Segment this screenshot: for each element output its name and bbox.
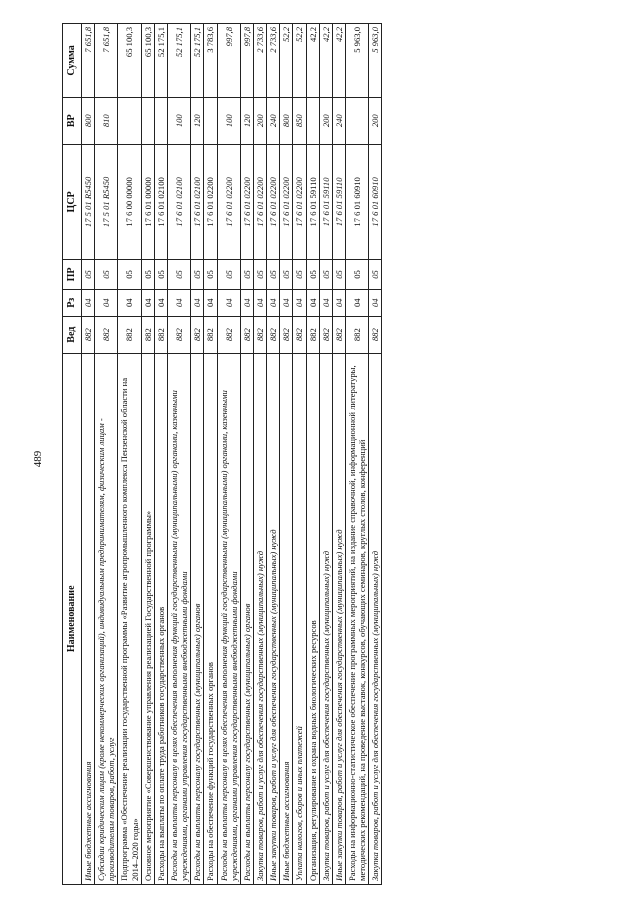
cell-csr: 17 6 01 02100: [154, 144, 167, 260]
cell-rz: 04: [319, 289, 332, 316]
cell-ved: 882: [141, 316, 154, 353]
cell-pr: 05: [332, 260, 345, 290]
cell-ved: 882: [204, 316, 217, 353]
cell-pr: 05: [280, 260, 293, 290]
cell-vr: 810: [95, 97, 118, 144]
cell-vr: 200: [253, 97, 266, 144]
cell-name: Иные закупки товаров, работ и услуг для обеспечения государственных (муниципальных) нужд: [267, 353, 280, 884]
cell-ved: 882: [345, 316, 368, 353]
cell-name: Расходы на выплаты персоналу в целях обеспечения выполнения функций государственными (муниципальными) органами, казенными учреждениями, органами управления государственными внебюджетными фондами: [217, 353, 240, 884]
cell-vr: 100: [167, 97, 190, 144]
cell-rz: 04: [280, 289, 293, 316]
cell-csr: 17 6 01 02200: [280, 144, 293, 260]
cell-name: Подпрограмма «Обеспечение реализации государственной программы «Развитие агропромышленного комплекса Пензенской области на 2014–2020 годы»: [118, 353, 141, 884]
cell-vr: 120: [191, 97, 204, 144]
cell-csr: 17 6 01 02200: [217, 144, 240, 260]
cell-rz: 04: [306, 289, 319, 316]
cell-pr: 05: [191, 260, 204, 290]
cell-vr: 240: [267, 97, 280, 144]
cell-pr: 05: [345, 260, 368, 290]
cell-csr: 17 6 01 60910: [369, 144, 382, 260]
cell-sum: 7 651,8: [95, 24, 118, 98]
cell-rz: 04: [369, 289, 382, 316]
cell-ved: 882: [240, 316, 253, 353]
cell-rz: 04: [267, 289, 280, 316]
cell-ved: 882: [95, 316, 118, 353]
cell-csr: 17 6 01 02100: [191, 144, 204, 260]
cell-pr: 05: [154, 260, 167, 290]
cell-name: Иные бюджетные ассигнования: [280, 353, 293, 884]
cell-name: Субсидии юридическим лицам (кроме некоммерческих организаций), индивидуальным предпринимателям, физическим лицам - производителям товаров, работ, услуг: [95, 353, 118, 884]
header-vr: ВР: [63, 97, 82, 144]
table-row: [240, 24, 253, 885]
budget-table: [62, 23, 382, 885]
cell-rz: 04: [240, 289, 253, 316]
cell-rz: 04: [217, 289, 240, 316]
table-row: [82, 24, 95, 885]
cell-csr: 17 6 01 59110: [319, 144, 332, 260]
cell-name: Уплата налогов, сборов и иных платежей: [293, 353, 306, 884]
cell-ved: 882: [332, 316, 345, 353]
header-ved: Вед: [63, 316, 82, 353]
table-row: [167, 24, 190, 885]
cell-pr: 05: [95, 260, 118, 290]
cell-ved: 882: [82, 316, 95, 353]
cell-rz: 04: [204, 289, 217, 316]
cell-sum: 2 733,6: [253, 24, 266, 98]
cell-pr: 05: [293, 260, 306, 290]
cell-pr: 05: [253, 260, 266, 290]
cell-ved: 882: [191, 316, 204, 353]
cell-vr: 240: [332, 97, 345, 144]
cell-ved: 882: [280, 316, 293, 353]
cell-sum: 52,2: [293, 24, 306, 98]
cell-pr: 05: [319, 260, 332, 290]
table-row: [267, 24, 280, 885]
cell-pr: 05: [240, 260, 253, 290]
cell-vr: [118, 97, 141, 144]
cell-ved: 882: [306, 316, 319, 353]
cell-sum: 52,2: [280, 24, 293, 98]
cell-vr: [345, 97, 368, 144]
table-row: [154, 24, 167, 885]
cell-sum: 997,8: [217, 24, 240, 98]
table-row: [319, 24, 332, 885]
cell-name: Закупка товаров, работ и услуг для обеспечения государственных (муниципальных) нужд: [319, 353, 332, 884]
cell-rz: 04: [95, 289, 118, 316]
cell-vr: 200: [319, 97, 332, 144]
budget-table-sheet: [62, 23, 584, 885]
cell-rz: 04: [332, 289, 345, 316]
cell-sum: 52 175,1: [167, 24, 190, 98]
cell-ved: 882: [217, 316, 240, 353]
header-sum: Сумма: [63, 24, 82, 98]
cell-rz: 04: [293, 289, 306, 316]
cell-pr: 05: [267, 260, 280, 290]
cell-ved: 882: [154, 316, 167, 353]
cell-ved: 882: [167, 316, 190, 353]
cell-rz: 04: [118, 289, 141, 316]
table-row: [118, 24, 141, 885]
cell-rz: 04: [253, 289, 266, 316]
cell-name: Иные бюджетные ассигнования: [82, 353, 95, 884]
cell-vr: 800: [82, 97, 95, 144]
cell-name: Расходы на обеспечение функций государственных органов: [204, 353, 217, 884]
cell-rz: 04: [167, 289, 190, 316]
cell-vr: [154, 97, 167, 144]
cell-ved: 882: [369, 316, 382, 353]
header-name: Наименование: [63, 353, 82, 884]
cell-pr: 05: [82, 260, 95, 290]
cell-csr: 17 6 01 59110: [332, 144, 345, 260]
header-pr: ПР: [63, 260, 82, 290]
table-row: [95, 24, 118, 885]
cell-csr: 17 6 01 60910: [345, 144, 368, 260]
table-row: [306, 24, 319, 885]
cell-name: Расходы на выплаты персоналу государственных (муниципальных) органов: [240, 353, 253, 884]
cell-sum: 52 175,1: [154, 24, 167, 98]
cell-sum: 7 651,8: [82, 24, 95, 98]
cell-name: Расходы на выплаты по оплате труда работников государственных органов: [154, 353, 167, 884]
cell-sum: 5 963,0: [345, 24, 368, 98]
cell-name: Закупка товаров, работ и услуг для обеспечения государственных (муниципальных) нужд: [253, 353, 266, 884]
cell-vr: 850: [293, 97, 306, 144]
cell-rz: 04: [345, 289, 368, 316]
cell-rz: 04: [154, 289, 167, 316]
cell-rz: 04: [141, 289, 154, 316]
header-rz: Рз: [63, 289, 82, 316]
table-row: [345, 24, 368, 885]
cell-ved: 882: [319, 316, 332, 353]
table-body: [82, 24, 382, 885]
cell-sum: 52 175,1: [191, 24, 204, 98]
cell-vr: [204, 97, 217, 144]
cell-rz: 04: [82, 289, 95, 316]
table-row: [253, 24, 266, 885]
table-row: [217, 24, 240, 885]
table-row: [191, 24, 204, 885]
cell-pr: 05: [141, 260, 154, 290]
cell-csr: 17 6 00 00000: [118, 144, 141, 260]
cell-sum: 2 733,6: [267, 24, 280, 98]
cell-csr: 17 6 01 02200: [267, 144, 280, 260]
cell-sum: 42,2: [332, 24, 345, 98]
cell-pr: 05: [306, 260, 319, 290]
cell-vr: 800: [280, 97, 293, 144]
cell-pr: 05: [217, 260, 240, 290]
table-row: [141, 24, 154, 885]
cell-sum: 65 100,3: [141, 24, 154, 98]
cell-csr: 17 5 01 R5450: [95, 144, 118, 260]
cell-vr: [141, 97, 154, 144]
header-csr: ЦСР: [63, 144, 82, 260]
table-row: [280, 24, 293, 885]
cell-name: Расходы на выплаты персоналу в целях обеспечения выполнения функций государственными (муниципальными) органами, казенными учреждениями, органами управления государственными внебюджетными фондами: [167, 353, 190, 884]
cell-csr: 17 6 01 02200: [204, 144, 217, 260]
cell-name: Организация, регулирование и охрана водных биологических ресурсов: [306, 353, 319, 884]
table-row: [293, 24, 306, 885]
cell-ved: 882: [293, 316, 306, 353]
cell-ved: 882: [267, 316, 280, 353]
table-header-row: [63, 24, 82, 885]
cell-csr: 17 6 01 59110: [306, 144, 319, 260]
cell-vr: 120: [240, 97, 253, 144]
cell-pr: 05: [167, 260, 190, 290]
cell-name: Основное мероприятие «Совершенствование управления реализацией Государственной программы»: [141, 353, 154, 884]
cell-csr: 17 6 01 02200: [293, 144, 306, 260]
table-row: [369, 24, 382, 885]
page-number: 489: [32, 450, 44, 468]
cell-csr: 17 6 01 02200: [253, 144, 266, 260]
cell-sum: 42,2: [306, 24, 319, 98]
cell-sum: 65 100,3: [118, 24, 141, 98]
cell-name: Иные закупки товаров, работ и услуг для обеспечения государственных (муниципальных) нужд: [332, 353, 345, 884]
cell-csr: 17 6 01 00000: [141, 144, 154, 260]
cell-name: Закупка товаров, работ и услуг для обеспечения государственных (муниципальных) нужд: [369, 353, 382, 884]
table-row: [332, 24, 345, 885]
cell-sum: 42,2: [319, 24, 332, 98]
cell-pr: 05: [118, 260, 141, 290]
cell-ved: 882: [118, 316, 141, 353]
table-row: [204, 24, 217, 885]
cell-sum: 3 783,6: [204, 24, 217, 98]
cell-vr: [306, 97, 319, 144]
cell-vr: 200: [369, 97, 382, 144]
cell-sum: 5 963,0: [369, 24, 382, 98]
cell-csr: 17 5 01 R5450: [82, 144, 95, 260]
cell-csr: 17 6 01 02200: [240, 144, 253, 260]
cell-name: Расходы на информационно-статистическое обеспечение программных мероприятий, на издание справочной, информационной литературы, методических рекомендаций, на проведение выставок, конкурсов, обучающих семинаров, круглых столов, конференций: [345, 353, 368, 884]
cell-pr: 05: [204, 260, 217, 290]
cell-pr: 05: [369, 260, 382, 290]
cell-rz: 04: [191, 289, 204, 316]
cell-csr: 17 6 01 02100: [167, 144, 190, 260]
cell-name: Расходы на выплаты персоналу государственных (муниципальных) органов: [191, 353, 204, 884]
cell-vr: 100: [217, 97, 240, 144]
cell-ved: 882: [253, 316, 266, 353]
cell-sum: 997,8: [240, 24, 253, 98]
